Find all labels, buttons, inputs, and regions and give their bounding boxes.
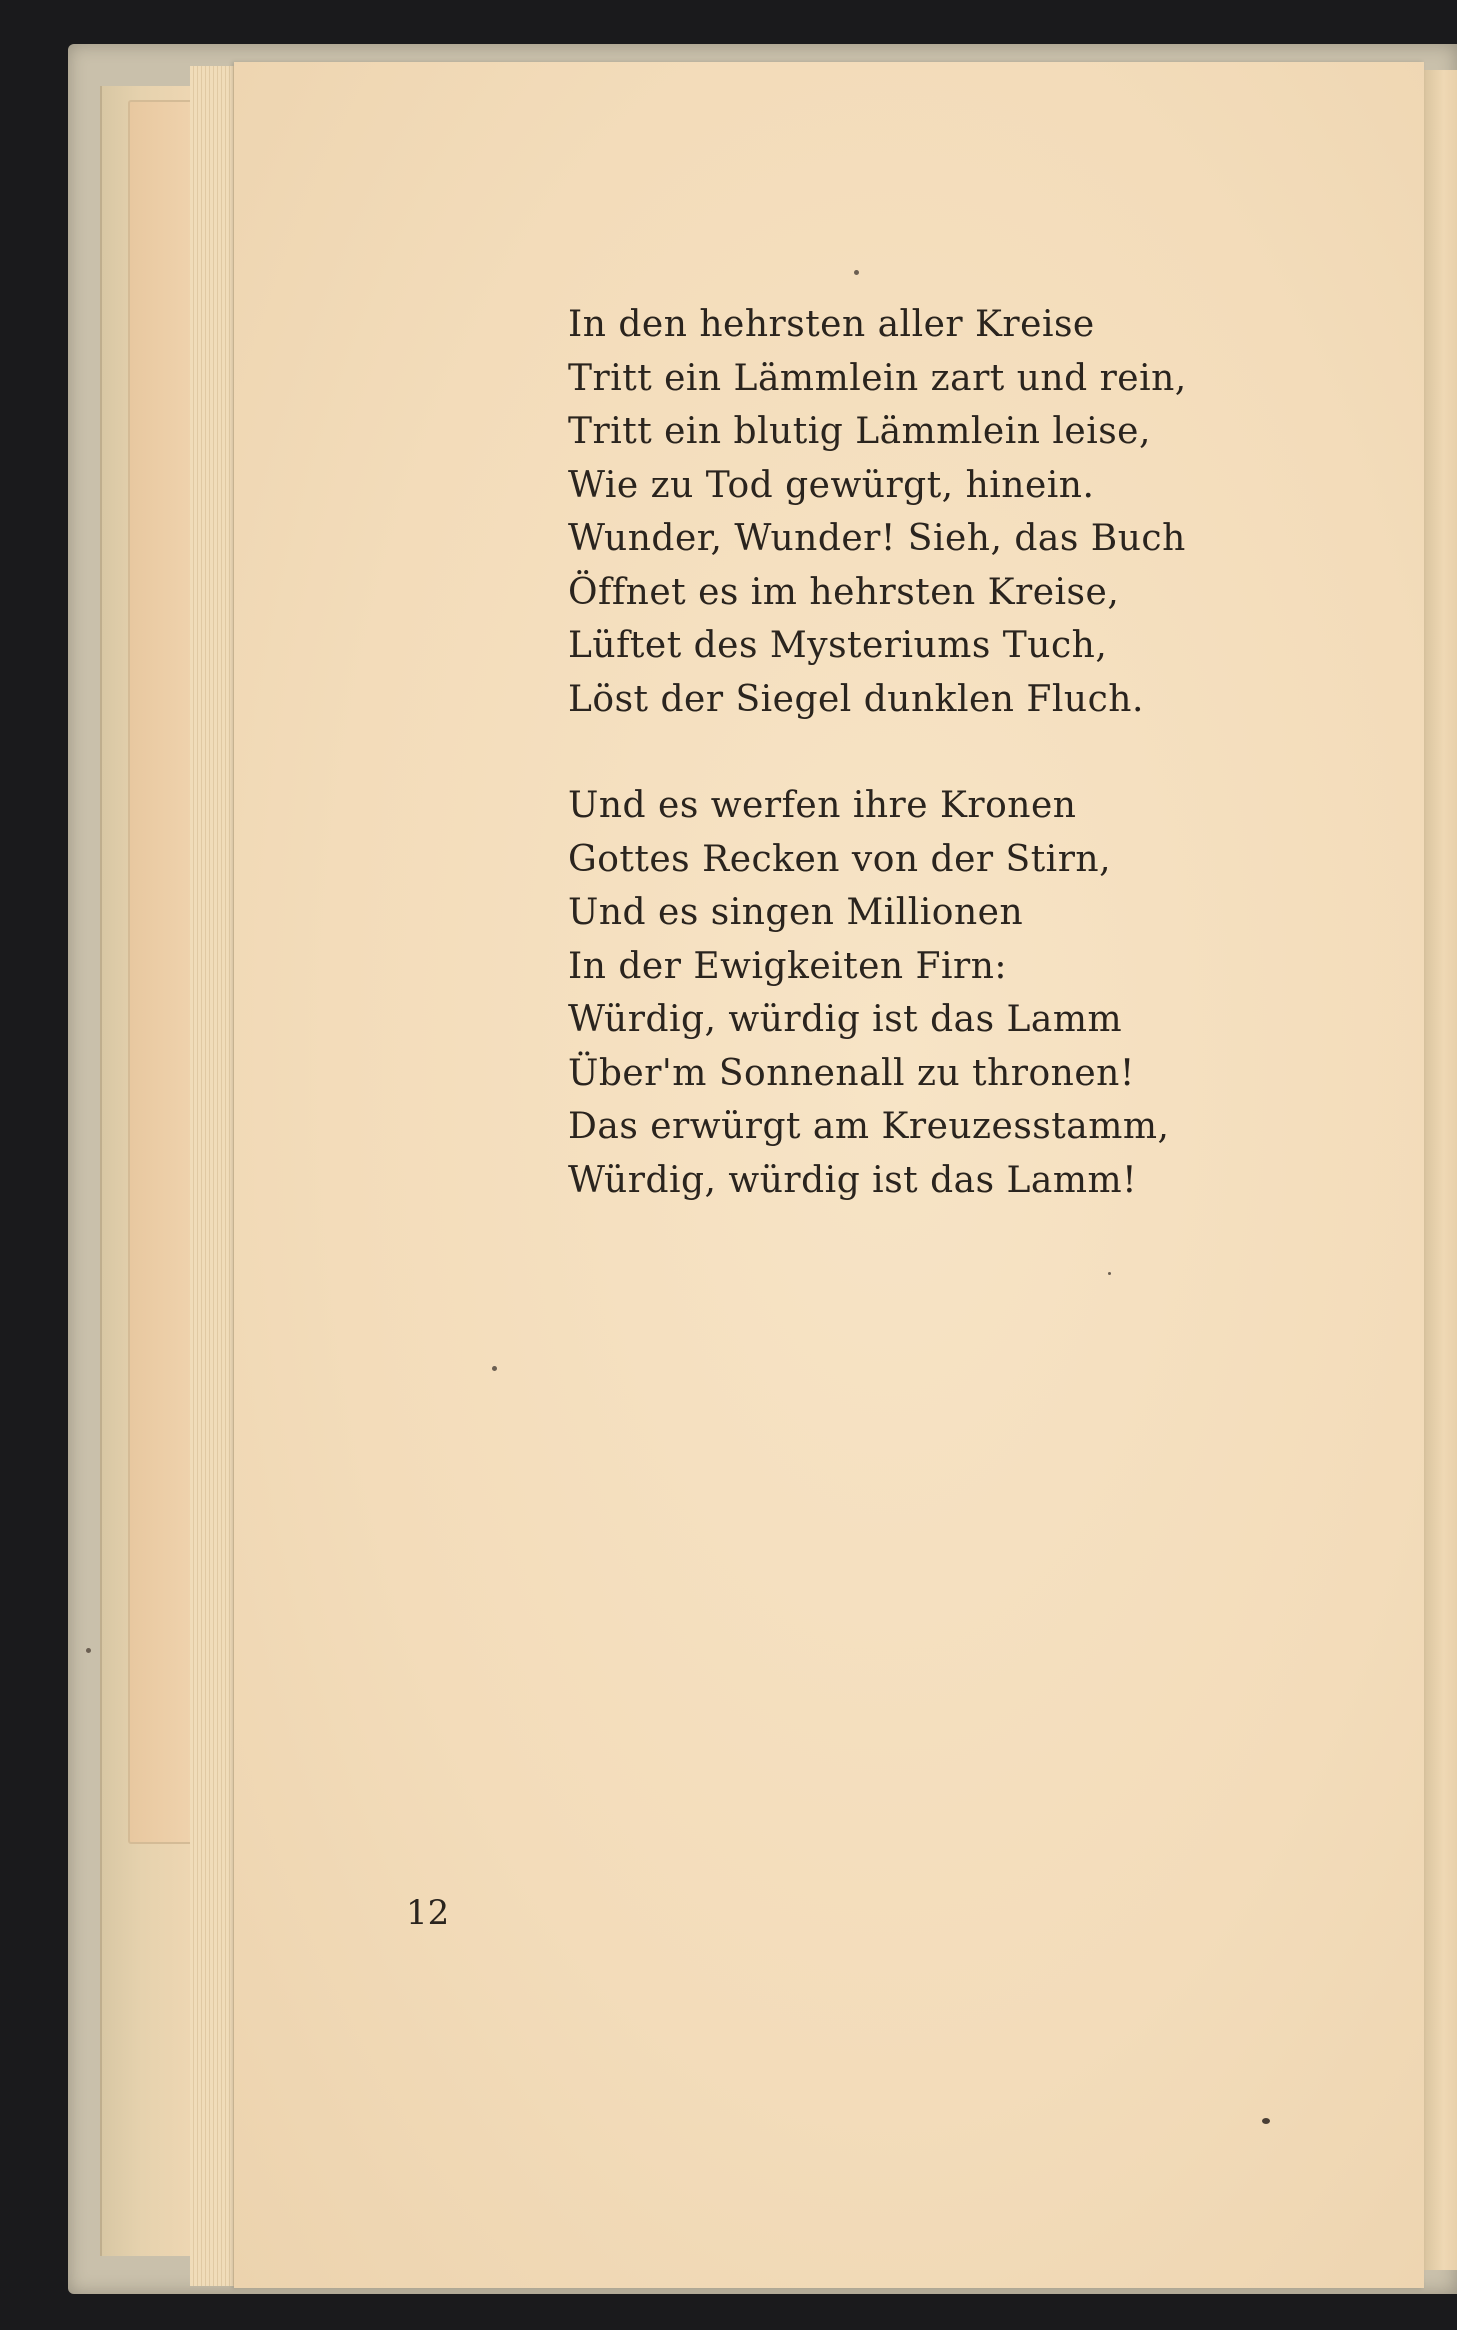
- poem-line: Tritt ein Lämmlein zart und rein,: [568, 357, 1187, 399]
- poem-line: Öffnet es im hehrsten Kreise,: [568, 571, 1120, 613]
- paper-speck: [86, 1648, 91, 1653]
- paper-speck: [492, 1366, 497, 1371]
- poem-line: Das erwürgt am Kreuzesstamm,: [568, 1106, 1170, 1147]
- poem-line: In den hehrsten aller Kreise: [568, 304, 1095, 345]
- paper-speck: [1262, 2118, 1270, 2124]
- page-edges: [190, 66, 236, 2286]
- poem: [568, 298, 1187, 1207]
- poem-line: Gottes Recken von der Stirn,: [568, 838, 1112, 880]
- poem-line: Tritt ein blutig Lämmlein leise,: [568, 411, 1151, 452]
- next-page-edge: [1424, 70, 1457, 2270]
- stanza-1: [568, 298, 1187, 726]
- paper-speck: [854, 270, 859, 275]
- poem-line: Lüftet des Mysteriums Tuch,: [568, 625, 1108, 666]
- poem-line: Und es singen Millionen: [568, 892, 1024, 933]
- poem-line: Und es werfen ihre Kronen: [568, 785, 1077, 826]
- poem-line: Würdig, würdig ist das Lamm!: [568, 1159, 1138, 1201]
- paper-speck: [1108, 1272, 1111, 1275]
- poem-line: In der Ewigkeiten Firn:: [568, 945, 1008, 987]
- poem-line: Wunder, Wunder! Sieh, das Buch: [568, 518, 1186, 559]
- poem-line: Über'm Sonnenall zu thronen!: [568, 1052, 1135, 1094]
- poem-line: Würdig, würdig ist das Lamm: [568, 999, 1123, 1040]
- poem-line: Wie zu Tod gewürgt, hinein.: [568, 464, 1095, 506]
- stanza-2: [568, 779, 1187, 1207]
- page-number: 12: [406, 1893, 450, 1933]
- poem-line: Löst der Siegel dunklen Fluch.: [568, 678, 1144, 720]
